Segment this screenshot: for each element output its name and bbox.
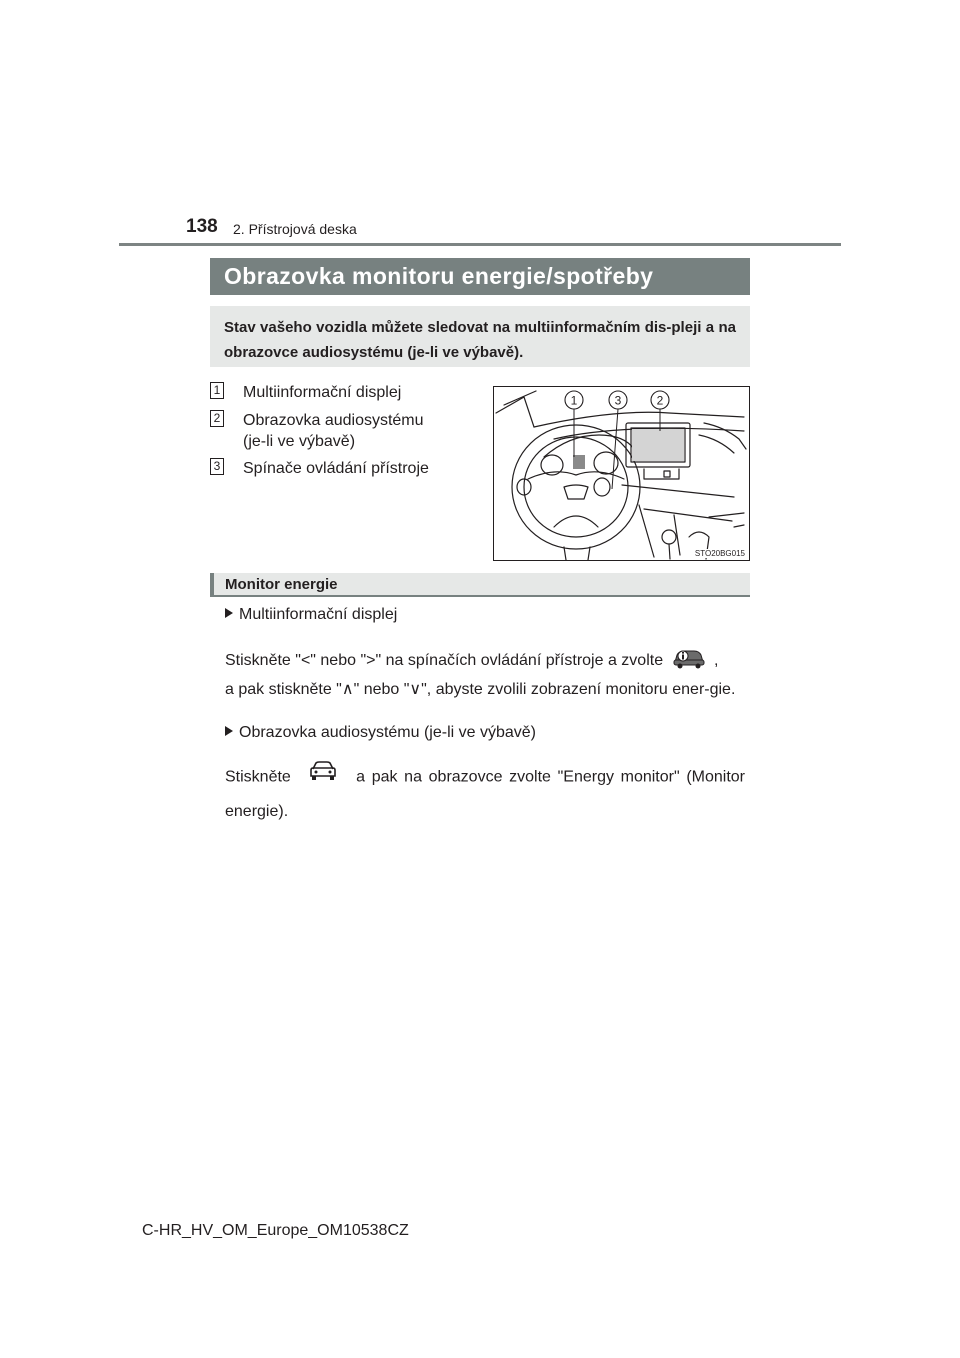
page-number: 138 (186, 216, 218, 237)
screen-base (644, 469, 679, 479)
para-text: Stiskněte (225, 768, 291, 786)
legend-number: 2 (210, 410, 224, 427)
console-line (644, 509, 732, 521)
audio-screen-highlight (632, 429, 684, 461)
legend-label: Multiinformační displej (243, 384, 402, 401)
bullet-audio-screen (225, 724, 536, 742)
callout-1-label: 1 (570, 393, 578, 408)
windshield-line (504, 391, 536, 405)
console-line (674, 515, 680, 555)
callout-2-label: 2 (656, 393, 664, 408)
para-text: a pak na obrazovce zvolte "Energy monitor" (Monitor energie). (225, 768, 745, 820)
wheel-spoke (528, 472, 624, 479)
bullet-triangle-icon (225, 726, 233, 736)
figure-code: STO20BG015 (694, 549, 745, 558)
section-title: Obrazovka monitoru energie/spotřeby (210, 258, 750, 295)
para-text: Stiskněte "<" nebo ">" na spínačích ovládání přístroje a zvolte (225, 652, 664, 670)
header-rule (119, 243, 841, 246)
callout-3-label: 3 (614, 393, 622, 408)
cluster-display-highlight (573, 455, 585, 469)
shifter-stem (669, 544, 670, 559)
right-switch (594, 478, 610, 496)
paragraph-multi-display-cont: a pak stiskněte "∧" nebo "∨", abyste zvolili zobrazení monitoru ener-gie. (225, 681, 736, 698)
shifter-knob (662, 530, 676, 544)
wheel-hub (564, 485, 588, 499)
console-line (709, 513, 744, 517)
screen-button (664, 471, 670, 477)
paragraph-audio-screen (225, 760, 745, 829)
vent-line (699, 435, 734, 453)
car-icon (309, 760, 337, 795)
car-info-icon (672, 645, 706, 677)
intro-box: Stav vašeho vozidla můžete sledovat na multiinformačním dis-pleji a na obrazovce audiosystému (je-li ve výbavě). (210, 306, 750, 367)
bullet-triangle-icon (225, 608, 233, 618)
para-text: , (714, 652, 719, 670)
bullet-text: Multiinformační displej (239, 606, 398, 623)
legend-label: Spínače ovládání přístroje (243, 460, 429, 477)
dashboard-illustration (493, 386, 750, 561)
wheel-spoke (554, 516, 598, 527)
dashboard-drawing (494, 387, 749, 560)
paragraph-multi-display (225, 645, 745, 677)
subsection-title: Monitor energie (210, 573, 750, 597)
legend-label: (je-li ve výbavě) (243, 433, 356, 450)
legend-number: 1 (210, 382, 224, 399)
bullet-text: Obrazovka audiosystému (je-li ve výbavě) (239, 724, 537, 741)
legend-label: Obrazovka audiosystému (243, 412, 424, 429)
legend-number: 3 (210, 458, 224, 475)
footer-doc-id: C-HR_HV_OM_Europe_OM10538CZ (142, 1222, 409, 1239)
a-pillar-line (496, 397, 534, 427)
console-line (734, 525, 744, 527)
chapter-title: 2. Přístrojová deska (233, 221, 357, 237)
console-line (639, 505, 654, 557)
bullet-multi-display (225, 606, 397, 624)
console-line (622, 485, 734, 497)
callout-3-leader (612, 409, 618, 489)
